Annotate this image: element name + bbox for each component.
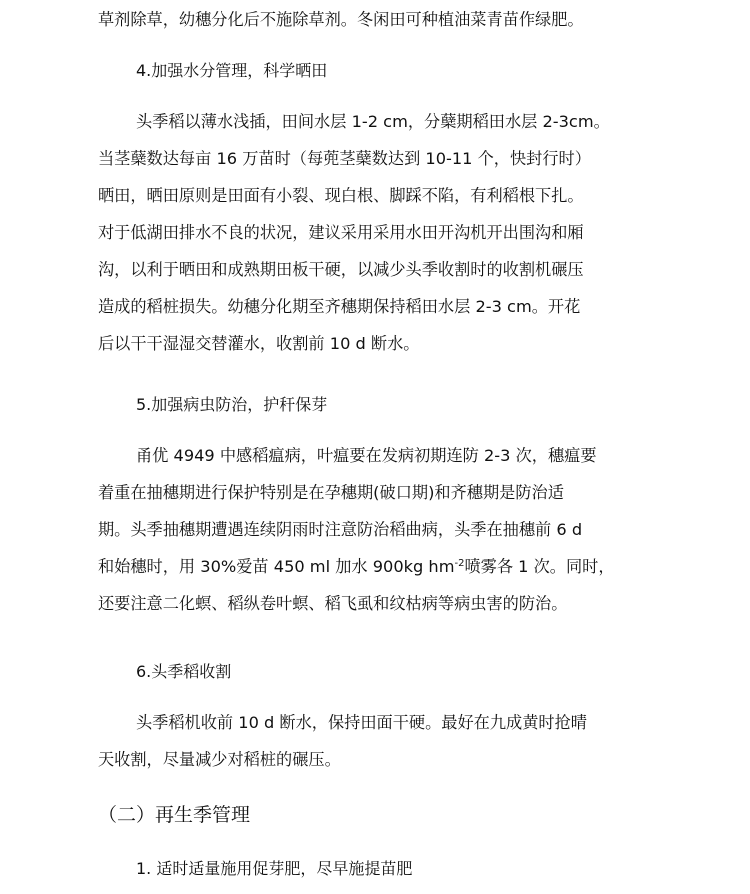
paragraph-line: 草剂除草，幼穗分化后不施除草剂。冬闲田可种植油菜青苗作绿肥。 <box>98 10 584 29</box>
paragraph-line: 着重在抽穗期进行保护特别是在孕穗期(破口期)和齐穗期是防治适 <box>98 483 564 502</box>
paragraph-line: 当茎蘖数达每亩 16 万苗时（每蔸茎蘖数达到 10-11 个，快封行时） <box>98 149 591 168</box>
paragraph-line: 造成的稻桩损失。幼穗分化期至齐穗期保持稻田水层 2-3 cm。开花 <box>98 297 581 316</box>
paragraph-line <box>98 554 658 580</box>
paragraph-line: 还要注意二化螟、稻纵卷叶螟、稻飞虱和纹枯病等病虫害的防治。 <box>98 594 568 613</box>
text-run: 和始穗时，用 30%爱苗 450 ml 加水 900kg hm <box>98 557 455 576</box>
heading-pest-control: 5.加强病虫防治，护秆保芽 <box>136 395 328 414</box>
superscript: -2 <box>454 558 465 569</box>
paragraph-line: 头季稻机收前 10 d 断水，保持田面干硬。最好在九成黄时抢晴 <box>136 713 587 732</box>
paragraph-line: 后以干干湿湿交替灌水，收割前 10 d 断水。 <box>98 334 420 353</box>
paragraph-line: 沟，以利于晒田和成熟期田板干硬，以减少头季收割时的收割机碾压 <box>98 260 584 279</box>
paragraph-line: 天收割，尽量减少对稻桩的碾压。 <box>98 750 341 769</box>
paragraph-line: 头季稻以薄水浅插，田间水层 1-2 cm，分蘖期稻田水层 2-3cm。 <box>136 112 610 131</box>
heading-harvest: 6.头季稻收割 <box>136 662 232 681</box>
heading-water-management: 4.加强水分管理，科学晒田 <box>136 61 328 80</box>
section-title: （二）再生季管理 <box>98 804 251 826</box>
paragraph-line: 晒田，晒田原则是田面有小裂、现白根、脚踩不陷，有利稻根下扎。 <box>98 186 584 205</box>
heading-ratoon-fertilizer: 1. 适时适量施用促芽肥，尽早施提苗肥 <box>136 859 413 878</box>
text-run: 喷雾各 1 次。同时， <box>464 557 615 576</box>
paragraph-line: 甬优 4949 中感稻瘟病，叶瘟要在发病初期连防 2-3 次，穗瘟要 <box>136 446 597 465</box>
paragraph-line: 对于低湖田排水不良的状况，建议采用采用水田开沟机开出围沟和厢 <box>98 223 584 242</box>
paragraph-line: 期。头季抽穗期遭遇连续阴雨时注意防治稻曲病，头季在抽穗前 6 d <box>98 520 583 539</box>
